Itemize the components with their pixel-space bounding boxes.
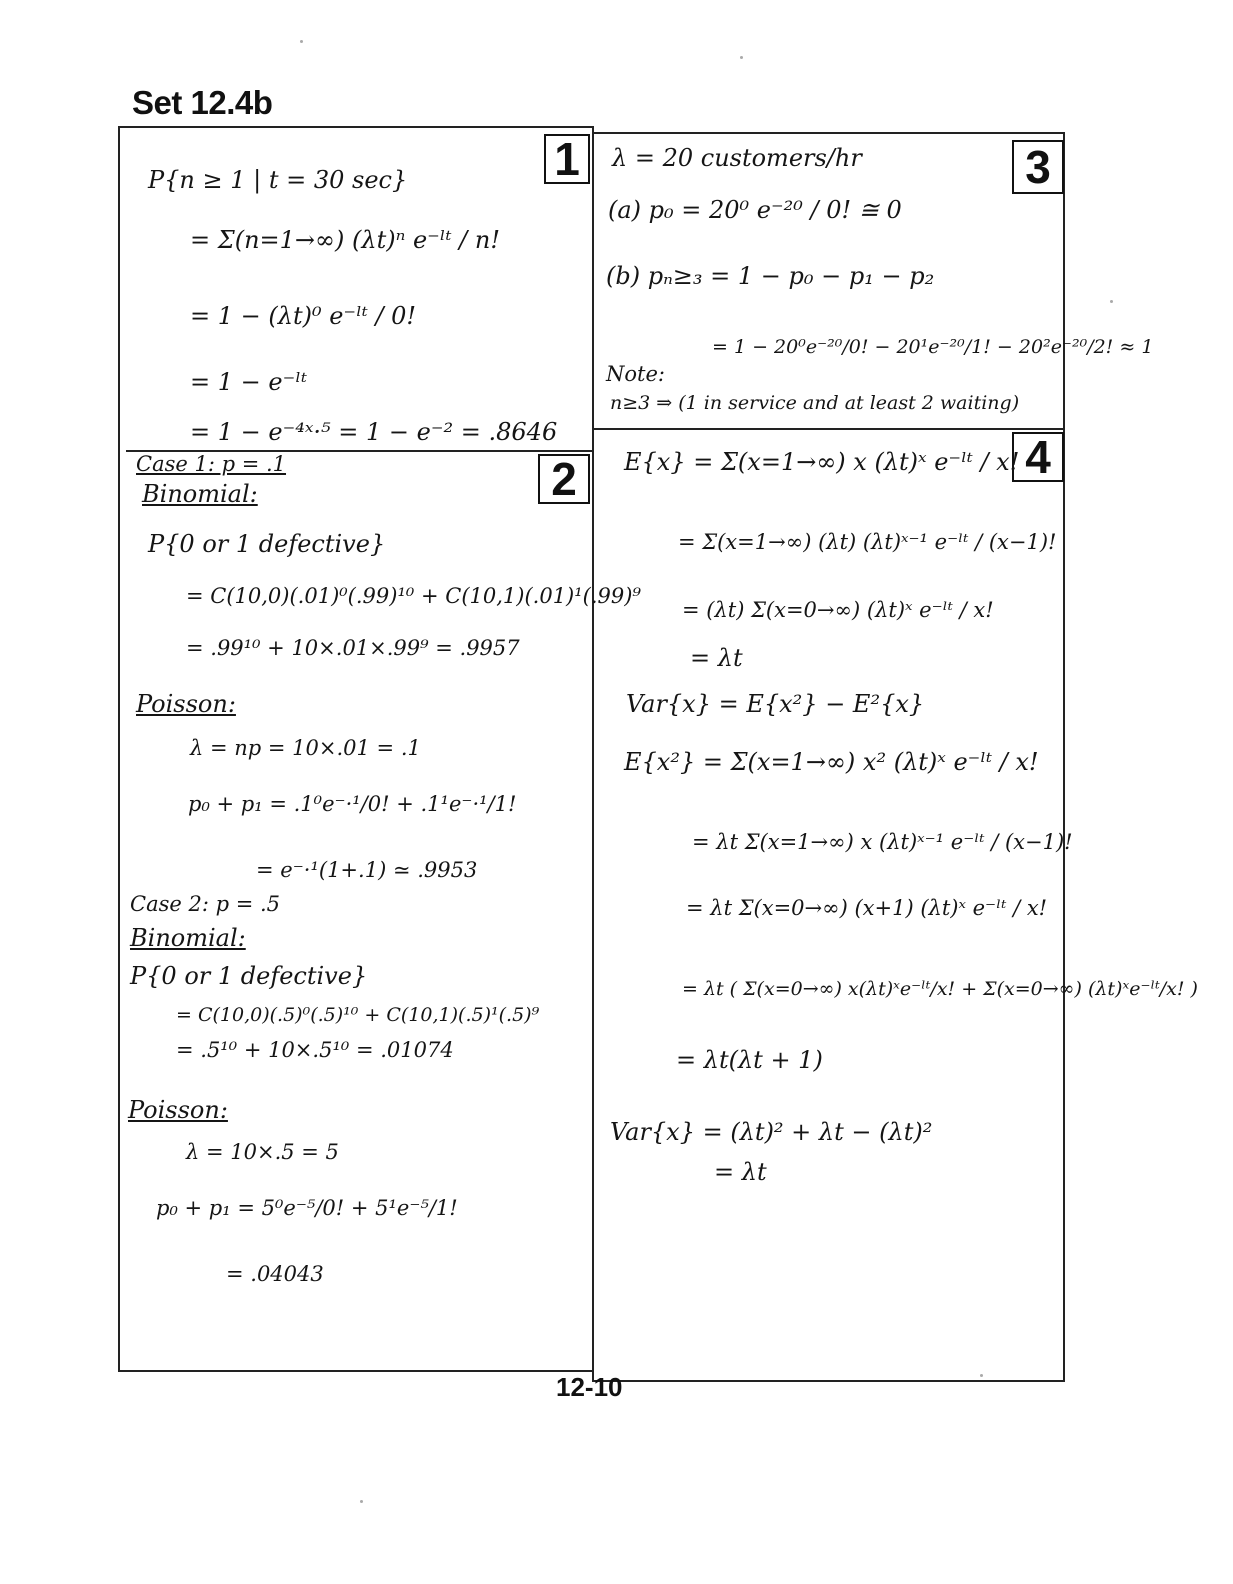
p2-poisson-2-line-1: λ = 10×.5 = 5 — [186, 1140, 339, 1164]
p3-note: n≥3 ⇒ (1 in service and at least 2 waiting) — [610, 392, 1020, 414]
p2-binomial-1-line-2: = C(10,0)(.01)⁰(.99)¹⁰ + C(10,1)(.01)¹(.99)⁹ — [186, 584, 641, 608]
scan-speck — [300, 40, 303, 43]
p3-line-1: λ = 20 customers/hr — [612, 144, 862, 172]
scan-speck — [1110, 300, 1113, 303]
problem-1-label: 1 — [544, 134, 590, 184]
p4-line-6: E{x²} = Σ(x=1→∞) x² (λt)ˣ e⁻ˡᵗ / x! — [624, 748, 1039, 776]
scan-speck — [740, 56, 743, 59]
p4-line-10: = λt(λt + 1) — [676, 1046, 823, 1074]
p3-line-3: (b) pₙ≥₃ = 1 − p₀ − p₁ − p₂ — [606, 262, 935, 290]
p2-binomial-2-line-2: = C(10,0)(.5)⁰(.5)¹⁰ + C(10,1)(.5)¹(.5)⁹ — [176, 1004, 540, 1026]
p1-line-1: P{n ≥ 1 | t = 30 sec} — [148, 166, 408, 194]
p1-line-2: = Σ(n=1→∞) (λt)ⁿ e⁻ˡᵗ / n! — [190, 226, 500, 254]
p4-line-7: = λt Σ(x=1→∞) x (λt)ˣ⁻¹ e⁻ˡᵗ / (x−1)! — [692, 830, 1073, 854]
p4-line-11: Var{x} = (λt)² + λt − (λt)² — [610, 1118, 933, 1146]
problem-3-label: 3 — [1012, 140, 1064, 194]
p4-line-4: = λt — [690, 644, 743, 672]
p1-line-4: = 1 − e⁻ˡᵗ — [190, 368, 307, 396]
p2-poisson-1-line-1: λ = np = 10×.01 = .1 — [190, 736, 421, 760]
p2-poisson-2-heading: Poisson: — [128, 1096, 228, 1124]
p2-binomial-2-heading: Binomial: — [130, 924, 246, 952]
p2-binomial-2-line-1: P{0 or 1 defective} — [130, 962, 368, 990]
p2-poisson-1-line-3: = e⁻·¹(1+.1) ≃ .9953 — [256, 858, 478, 882]
p2-case-2: Case 2: p = .5 — [130, 892, 281, 916]
p2-binomial-1-line-3: = .99¹⁰ + 10×.01×.99⁹ = .9957 — [186, 636, 520, 660]
p2-binomial-1-line-1: P{0 or 1 defective} — [148, 530, 386, 558]
scan-speck — [360, 1500, 363, 1503]
p4-line-12: = λt — [714, 1158, 767, 1186]
p2-binomial-2-line-3: = .5¹⁰ + 10×.5¹⁰ = .01074 — [176, 1038, 454, 1062]
p4-line-3: = (λt) Σ(x=0→∞) (λt)ˣ e⁻ˡᵗ / x! — [682, 598, 994, 622]
right-divider — [594, 428, 1064, 430]
p1-line-5: = 1 − e⁻⁴ˣ·⁵ = 1 − e⁻² = .8646 — [190, 418, 558, 446]
scan-speck — [980, 1374, 983, 1377]
p2-poisson-1-line-2: p₀ + p₁ = .1⁰e⁻·¹/0! + .1¹e⁻·¹/1! — [188, 792, 517, 816]
problem-2-label: 2 — [538, 454, 590, 504]
p4-line-5: Var{x} = E{x²} − E²{x} — [626, 690, 925, 718]
p2-binomial-1-heading: Binomial: — [142, 480, 258, 508]
p1-line-3: = 1 − (λt)⁰ e⁻ˡᵗ / 0! — [190, 302, 417, 330]
p4-line-9: = λt ( Σ(x=0→∞) x(λt)ˣe⁻ˡᵗ/x! + Σ(x=0→∞) (λt)ˣe⁻ˡᵗ/x! ) — [682, 978, 1198, 1000]
problem-4-label: 4 — [1012, 432, 1064, 482]
p4-line-8: = λt Σ(x=0→∞) (x+1) (λt)ˣ e⁻ˡᵗ / x! — [686, 896, 1048, 920]
page-number: 12-10 — [556, 1372, 623, 1402]
p3-line-4: = 1 − 20⁰e⁻²⁰/0! − 20¹e⁻²⁰/1! − 20²e⁻²⁰/2! ≈ 1 — [712, 336, 1154, 358]
p2-poisson-1-heading: Poisson: — [136, 690, 236, 718]
page-title: Set 12.4b — [132, 84, 273, 121]
p2-case-1: Case 1: p = .1 — [136, 452, 287, 476]
p2-poisson-2-line-3: = .04043 — [226, 1262, 324, 1286]
p4-line-2: = Σ(x=1→∞) (λt) (λt)ˣ⁻¹ e⁻ˡᵗ / (x−1)! — [678, 530, 1057, 554]
p4-line-1: E{x} = Σ(x=1→∞) x (λt)ˣ e⁻ˡᵗ / x! — [624, 448, 1020, 476]
p3-note-label: Note: — [606, 362, 665, 386]
p3-line-2: (a) p₀ = 20⁰ e⁻²⁰ / 0! ≅ 0 — [608, 196, 902, 224]
p2-poisson-2-line-2: p₀ + p₁ = 5⁰e⁻⁵/0! + 5¹e⁻⁵/1! — [156, 1196, 458, 1220]
